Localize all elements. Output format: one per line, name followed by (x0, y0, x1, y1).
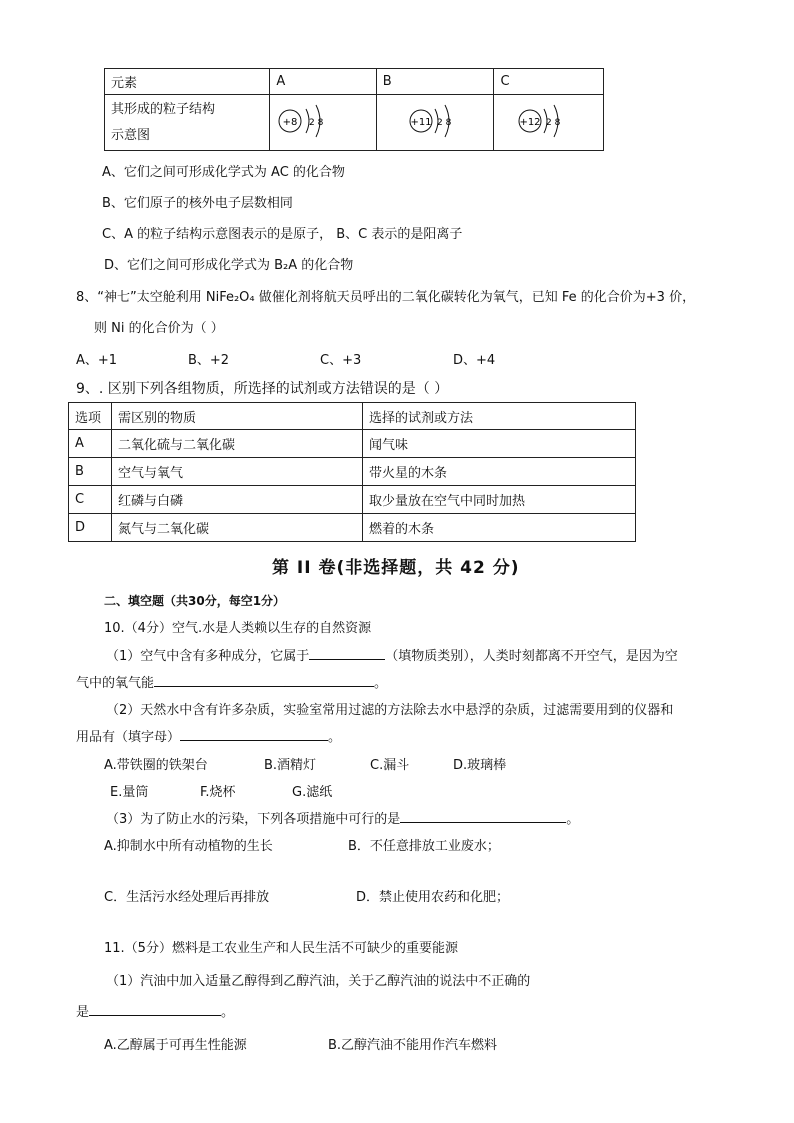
svg-text:2 8: 2 8 (546, 117, 561, 128)
q9-row-a-option: A (69, 430, 112, 458)
table1-header-c: C (494, 69, 604, 95)
q9-stem: 9、. 区别下列各组物质，所选择的试剂或方法错误的是（ ） (76, 381, 449, 397)
particle-structure-table (104, 68, 604, 151)
q8-stem-line1: 8、“神七”太空舱利用 NiFe₂O₄ 做催化剂将航天员呼出的二氧化碳转化为氧气，已知 Fe 的化合价为+3 价， (76, 290, 696, 305)
table1-header-b: B (376, 69, 494, 95)
q9-row-b-method: 带火星的木条 (363, 458, 636, 486)
svg-text:+12: +12 (519, 116, 541, 128)
svg-text:+8: +8 (282, 116, 298, 128)
atom-b-diagram (383, 101, 463, 141)
atom-a-cell (270, 95, 376, 151)
q9-row-c-option: C (69, 486, 112, 514)
q10-item-e: E.量筒 (110, 785, 149, 800)
table1-header-a: A (270, 69, 376, 95)
q10-blank-4[interactable] (400, 810, 566, 823)
table1-header-label: 元素 (105, 69, 270, 95)
q11-option-a: A.乙醇属于可再生性能源 (104, 1038, 247, 1053)
q11-part1-line1: （1）汽油中加入适量乙醇得到乙醇汽油，关于乙醇汽油的说法中不正确的 (106, 974, 531, 989)
q10-option-b: B．不任意排放工业废水； (348, 839, 500, 854)
q9-row-c-substances: 红磷与白磷 (112, 486, 363, 514)
q9-row-c-method: 取少量放在空气中同时加热 (363, 486, 636, 514)
q10-item-b: B.酒精灯 (264, 758, 317, 773)
atom-c-cell (494, 95, 604, 151)
q11-stem: 11.（5分）燃料是工农业生产和人民生活不可缺少的重要能源 (104, 941, 458, 956)
q10-item-a: A.带铁圈的铁架台 (104, 758, 208, 773)
q10-option-d: D．禁止使用农药和化肥； (356, 890, 510, 905)
svg-text:+11: +11 (410, 116, 432, 128)
q9-row-d-option: D (69, 514, 112, 542)
q10-blank-1[interactable] (309, 647, 385, 660)
q10-part2-line2: 用品有（填字母） 。 (76, 730, 342, 745)
section-title: 第 II 卷(非选择题，共 42 分) (272, 558, 520, 578)
q8-option-c: C、+3 (320, 353, 362, 368)
atom-a-diagram (276, 101, 346, 141)
q10-item-f: F.烧杯 (200, 785, 236, 800)
q10-item-g: G.滤纸 (292, 785, 333, 800)
q10-blank-3[interactable] (180, 728, 328, 741)
q7-option-d: D、它们之间可形成化学式为 B₂A 的化合物 (104, 258, 354, 273)
atom-b-cell (376, 95, 494, 151)
q9-header-substances: 需区别的物质 (112, 403, 363, 430)
q11-blank-1[interactable] (89, 1003, 221, 1016)
q10-part3: （3）为了防止水的污染，下列各项措施中可行的是 。 (106, 812, 580, 827)
atom-c-diagram (500, 101, 580, 141)
q9-row-a-method: 闻气味 (363, 430, 636, 458)
q10-option-a: A.抑制水中所有动植物的生长 (104, 839, 273, 854)
q7-option-b: B、它们原子的核外电子层数相同 (102, 196, 293, 211)
q9-header-method: 选择的试剂或方法 (363, 403, 636, 430)
q10-part1-line1: （1）空气中含有多种成分，它属于 （填物质类别），人类时刻都离不开空气，是因为空 (106, 649, 678, 664)
q10-item-c: C.漏斗 (370, 758, 410, 773)
q9-header-option: 选项 (69, 403, 112, 430)
q10-stem: 10.（4分）空气.水是人类赖以生存的自然资源 (104, 621, 372, 636)
q11-option-b: B.乙醇汽油不能用作汽车燃料 (328, 1038, 498, 1053)
q10-part1-line2: 气中的氧气能 。 (76, 676, 388, 691)
svg-text:2 8: 2 8 (436, 117, 452, 128)
q9-row-b-option: B (69, 458, 112, 486)
table1-row-label: 其形成的粒子结构 示意图 (105, 95, 270, 151)
q9-table (68, 402, 636, 542)
q9-row-b-substances: 空气与氧气 (112, 458, 363, 486)
q10-item-d: D.玻璃棒 (453, 758, 507, 773)
q11-part1-line2: 是 。 (76, 1005, 235, 1020)
q10-blank-2[interactable] (154, 674, 374, 687)
q8-option-d: D、+4 (453, 353, 496, 368)
q8-option-a: A、+1 (76, 353, 118, 368)
q7-option-a: A、它们之间可形成化学式为 AC 的化合物 (102, 165, 345, 180)
q8-stem-line2: 则 Ni 的化合价为（ ） (94, 321, 224, 336)
q7-option-c: C、A 的粒子结构示意图表示的是原子， B、C 表示的是阳离子 (102, 227, 463, 242)
q8-option-b: B、+2 (188, 353, 230, 368)
q10-part2-line1: （2）天然水中含有许多杂质，实验室常用过滤的方法除去水中悬浮的杂质，过滤需要用到的仪器和 (106, 703, 674, 718)
q9-row-d-substances: 氮气与二氧化碳 (112, 514, 363, 542)
svg-text:2 8: 2 8 (309, 117, 324, 128)
q9-row-d-method: 燃着的木条 (363, 514, 636, 542)
q10-option-c: C．生活污水经处理后再排放 (104, 890, 270, 905)
part2-heading: 二、填空题（共30分，每空1分） (104, 594, 286, 608)
q9-row-a-substances: 二氧化硫与二氧化碳 (112, 430, 363, 458)
